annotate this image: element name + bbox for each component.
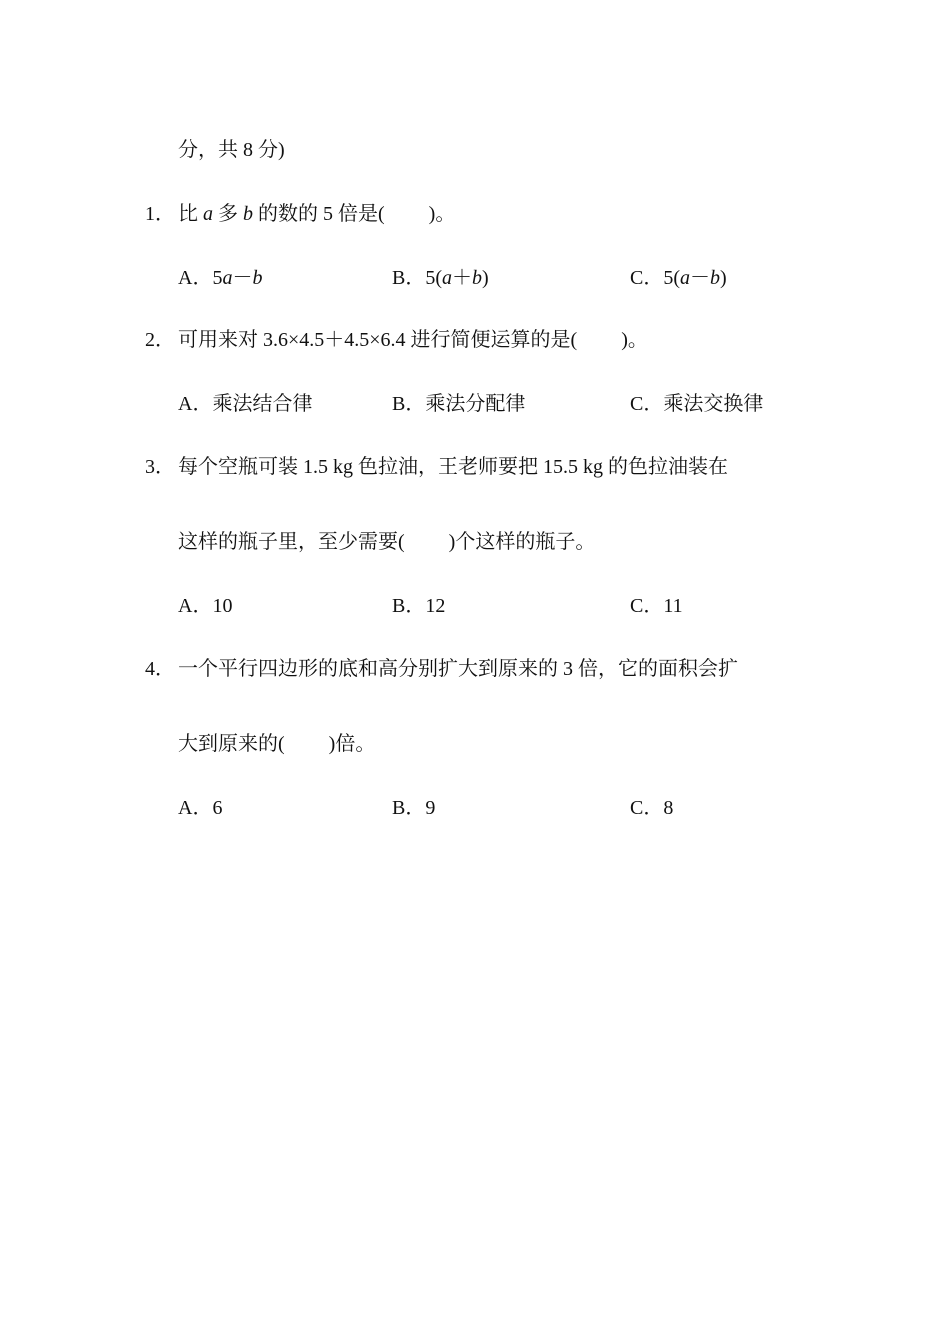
question-2-option-b: B．乘法分配律 bbox=[392, 393, 526, 415]
question-3-stem-line-2: 这样的瓶子里，至少需要( )个这样的瓶子。 bbox=[178, 531, 596, 553]
question-2-number: 2． bbox=[145, 329, 175, 351]
question-1-number: 1． bbox=[145, 203, 175, 225]
question-1-option-a: A．5a－b bbox=[178, 267, 263, 289]
question-3-number: 3． bbox=[145, 456, 175, 478]
question-4-stem-line-1: 一个平行四边形的底和高分别扩大到原来的 3 倍，它的面积会扩 bbox=[178, 658, 738, 680]
question-3-option-b: B．12 bbox=[392, 595, 446, 617]
question-1-option-c: C．5(a－b) bbox=[630, 267, 727, 289]
question-4-stem-line-2: 大到原来的( )倍。 bbox=[178, 733, 376, 755]
question-4-option-a: A．6 bbox=[178, 797, 223, 819]
question-4-option-c: C．8 bbox=[630, 797, 674, 819]
question-1-option-b: B．5(a＋b) bbox=[392, 267, 489, 289]
question-2-stem: 可用来对 3.6×4.5＋4.5×6.4 进行简便运算的是( )。 bbox=[178, 329, 648, 351]
question-3-option-a: A．10 bbox=[178, 595, 233, 617]
section-header-tail: 分，共 8 分) bbox=[178, 139, 285, 161]
question-1-stem: 比 a 多 b 的数的 5 倍是( )。 bbox=[178, 203, 456, 225]
question-2-option-c: C．乘法交换律 bbox=[630, 393, 764, 415]
question-3-stem-line-1: 每个空瓶可装 1.5 kg 色拉油，王老师要把 15.5 kg 的色拉油装在 bbox=[178, 456, 728, 478]
question-3-option-c: C．11 bbox=[630, 595, 683, 617]
question-4-option-b: B．9 bbox=[392, 797, 436, 819]
question-2-option-a: A．乘法结合律 bbox=[178, 393, 313, 415]
question-4-number: 4． bbox=[145, 658, 175, 680]
